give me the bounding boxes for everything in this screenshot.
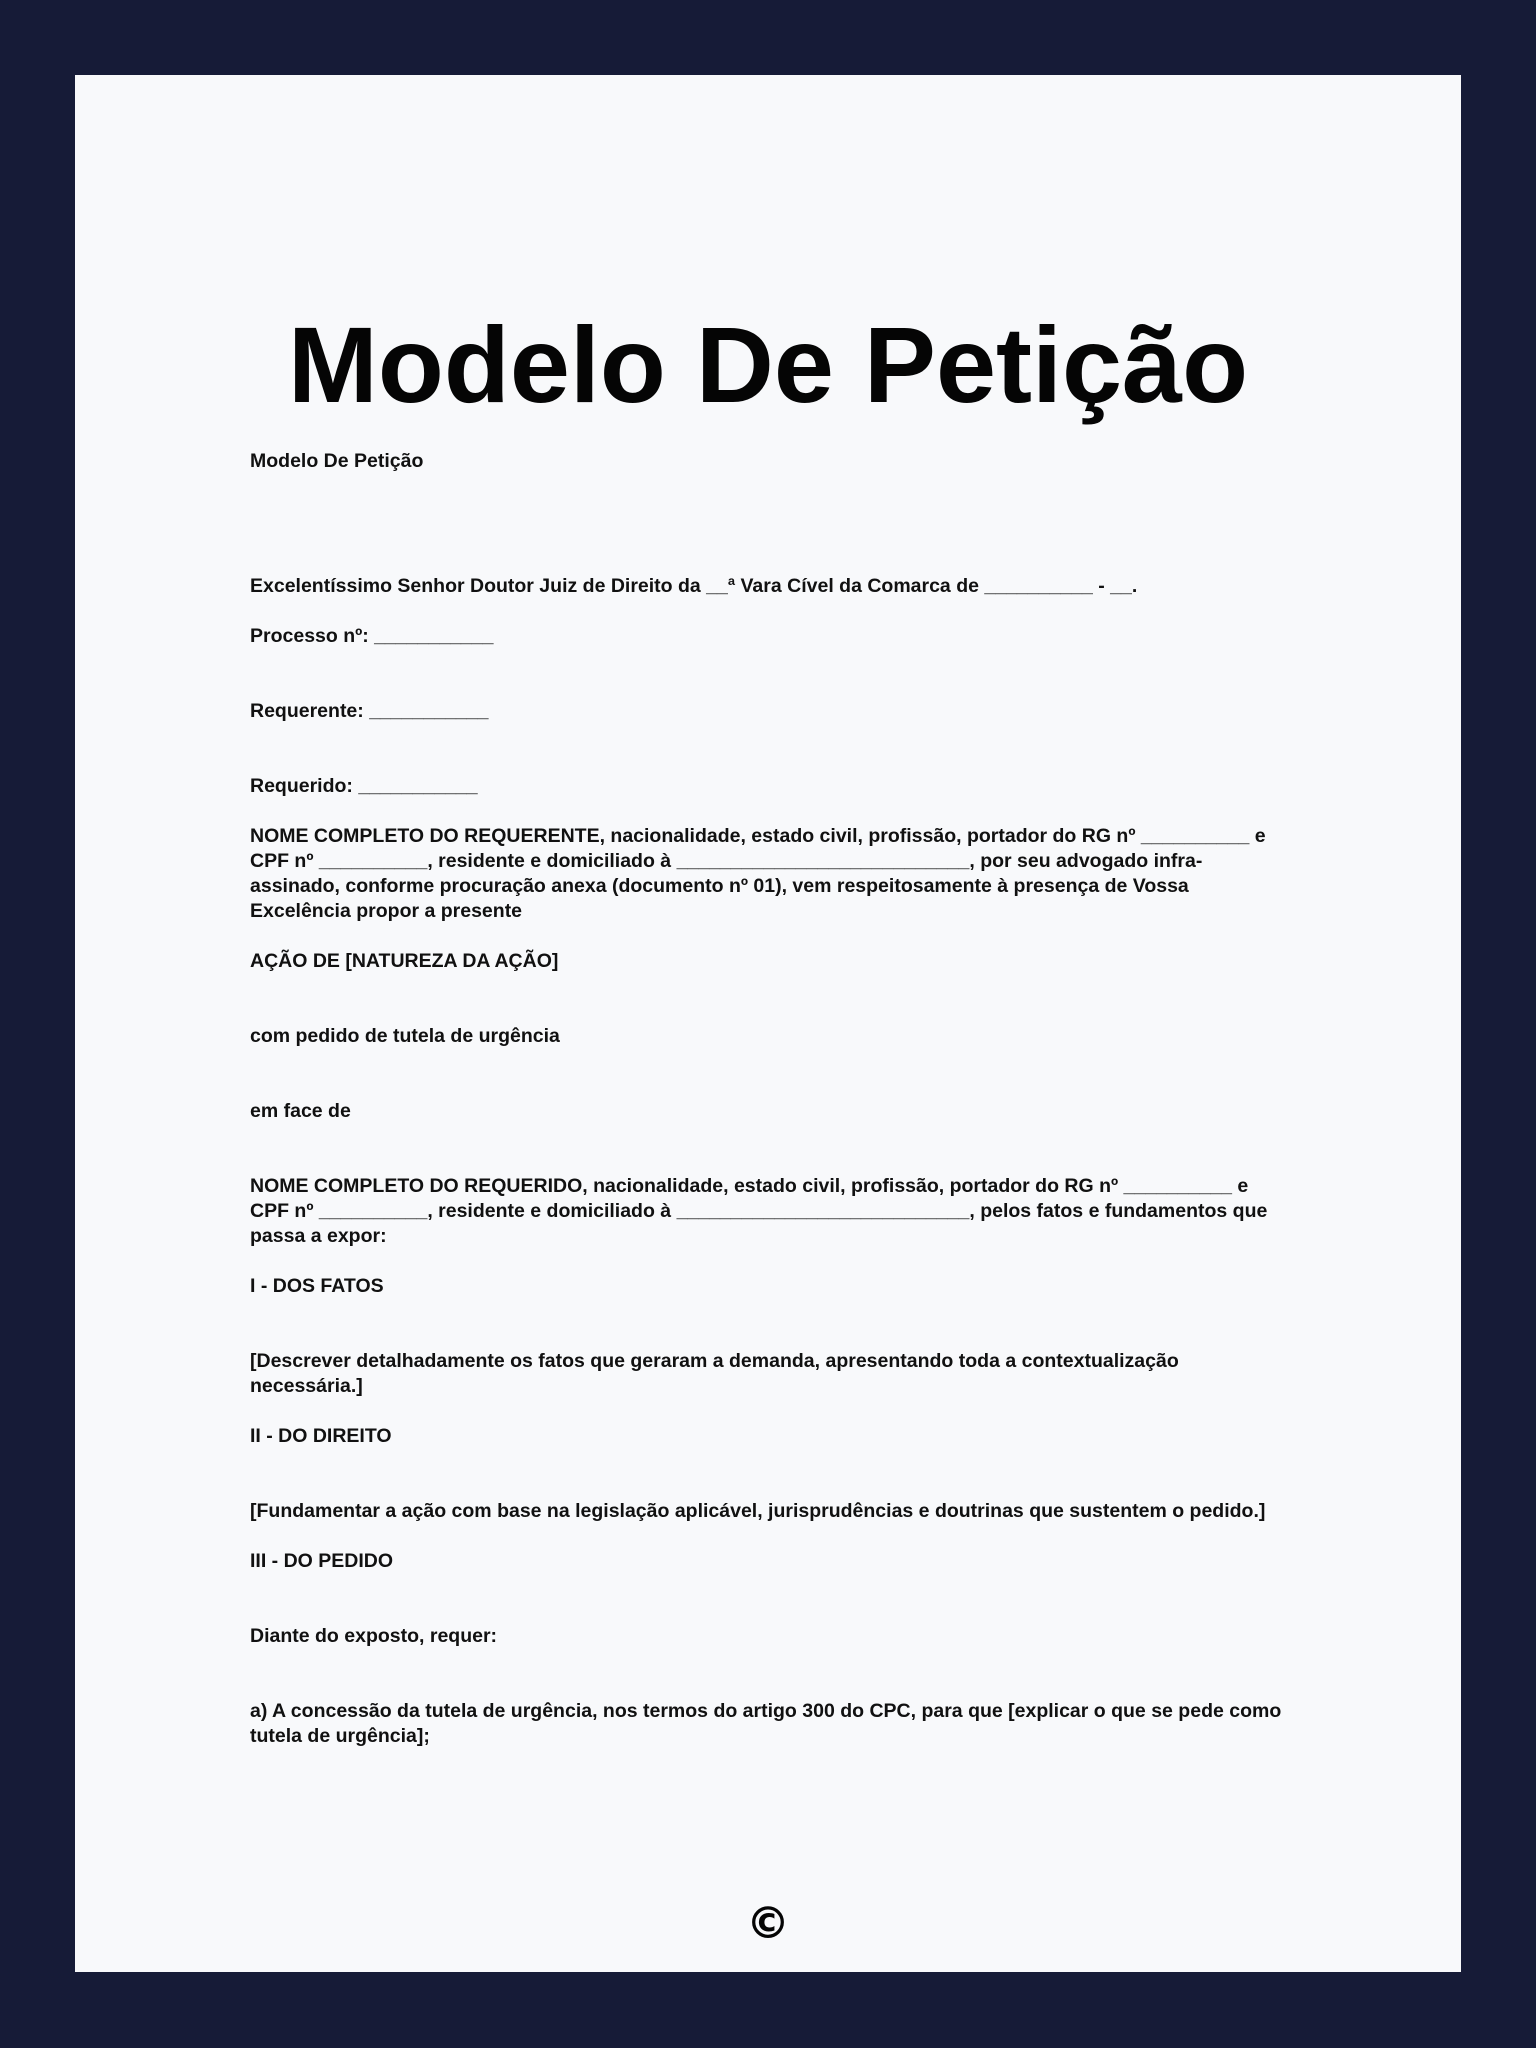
plaintiff-qualification: NOME COMPLETO DO REQUERENTE, nacionalidade, estado civil, profissão, portador do RG nº __________ e CPF nº __________, residente e domiciliado à ___________________________, por seu advogado infra-assinado, conforme procuração anexa (documento nº 01), vem respeitosamente à presença de Vossa Excelência propor a presente (250, 825, 1266, 922)
copyright-icon: © (746, 1898, 790, 1949)
request-item-a: a) A concessão da tutela de urgência, nos termos do artigo 300 do CPC, para que [explicar o que se pede como tutela de urgência]; (250, 1700, 1282, 1747)
document-body (250, 449, 1284, 1749)
law-text: [Fundamentar a ação com base na legislação aplicável, jurisprudências e doutrinas que sustentem o pedido.] (250, 1500, 1266, 1522)
process-number-field: Processo nº: ___________ (250, 625, 494, 647)
defendant-qualification: NOME COMPLETO DO REQUERIDO, nacionalidade, estado civil, profissão, portador do RG nº __________ e CPF nº __________, residente e domiciliado à ___________________________, pelos fatos e fundamentos que passa a expor: (250, 1175, 1268, 1247)
section-heading-request: III - DO PEDIDO (250, 1550, 394, 1572)
document-label: Modelo De Petição (250, 450, 424, 472)
court-address: Excelentíssimo Senhor Doutor Juiz de Direito da __ª Vara Cível da Comarca de __________ - __. (250, 575, 1138, 597)
section-heading-law: II - DO DIREITO (250, 1425, 392, 1447)
action-type: AÇÃO DE [NATUREZA DA AÇÃO] (250, 950, 559, 972)
document-title: Modelo De Petição (287, 304, 1249, 425)
document-page (75, 75, 1461, 1972)
section-heading-facts: I - DOS FATOS (250, 1275, 384, 1297)
defendant-field: Requerido: ___________ (250, 775, 478, 797)
against-label: em face de (250, 1100, 351, 1122)
request-intro: Diante do exposto, requer: (250, 1625, 498, 1647)
urgency-request: com pedido de tutela de urgência (250, 1025, 560, 1047)
facts-text: [Descrever detalhadamente os fatos que geraram a demanda, apresentando toda a contextualização necessária.] (250, 1350, 1179, 1397)
plaintiff-field: Requerente: ___________ (250, 700, 489, 722)
